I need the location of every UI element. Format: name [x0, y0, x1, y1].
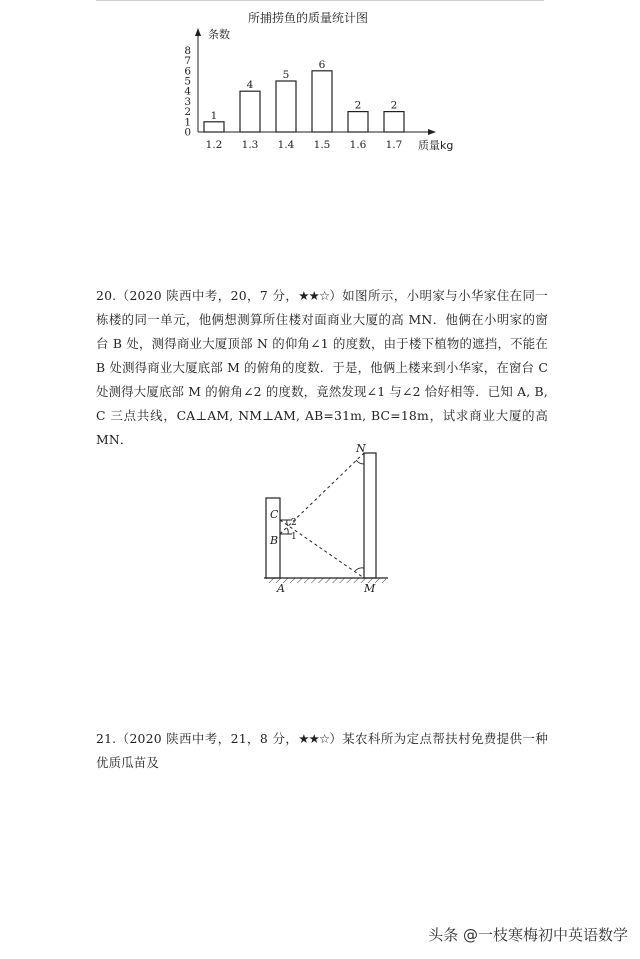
x-tick-label: 1.2: [205, 139, 223, 151]
bar: [348, 112, 368, 132]
bar-value-label: 1: [210, 109, 218, 122]
label-a: A: [277, 582, 285, 595]
y-tick-label: 0: [184, 126, 191, 139]
bar-value-label: 5: [282, 69, 290, 81]
label-c: C: [270, 508, 279, 521]
bar-value-label: 2: [354, 99, 362, 112]
question-20-number: 20.: [96, 288, 117, 303]
sight-line-c-to-m: [280, 520, 364, 578]
geometry-figure: [256, 440, 396, 604]
bar: [204, 122, 224, 132]
x-tick-label: 1.3: [241, 139, 259, 151]
bar-value-label: 6: [318, 58, 326, 71]
top-rule: [96, 0, 544, 1]
bar: [276, 81, 296, 132]
question-20-close: ）: [329, 288, 343, 303]
chart-title: 所捕捞鱼的质量统计图: [247, 11, 369, 25]
bar: [384, 112, 404, 132]
watermark: 头条 @一枝寒梅初中英语数学: [428, 926, 628, 944]
question-21-text: 某农科所为定点帮扶村免费提供一种优质瓜苗及: [96, 731, 549, 770]
angle-1-arc: [287, 528, 288, 534]
y-axis-arrow: [195, 28, 201, 36]
difficulty-stars: ★★☆: [298, 288, 330, 303]
question-20-source: （2020 陕西中考，20，7 分，: [116, 288, 299, 303]
x-axis-label: 质量kg: [418, 139, 454, 152]
label-n: N: [356, 442, 366, 455]
question-21-number: 21.: [96, 731, 117, 746]
commercial-building: [364, 453, 376, 578]
y-tick-label: 5: [184, 75, 191, 88]
y-tick-label: 1: [184, 116, 191, 129]
angle-at-n-arc: [356, 460, 364, 464]
label-angle-2: 2: [291, 518, 297, 528]
y-tick-label: 8: [184, 44, 191, 57]
y-tick-label: 3: [184, 95, 191, 108]
label-b: B: [270, 534, 279, 547]
y-tick-label: 2: [184, 106, 191, 119]
question-20-text: 如图所示，小明家与小华家住在同一栋楼的同一单元，他俩想测算所住楼对面商业大厦的高 MN．他俩在小明家的窗台 B 处，测得商业大厦顶部 N 的仰角∠1 的度数，由于楼下植物的遮挡，不能在 B 处测得商业大厦底部 M 的俯角的度数．于是，他俩上楼来到小华家，在窗台 C 处测得大厦底部 M 的俯角∠2 的度数，竟然发现∠1 与∠2 恰好相等．已知 A, B, C 三点共线，CA⊥AM, NM⊥AM, AB=31m, BC=18m，试求商业大厦的高 MN．: [96, 288, 549, 447]
x-tick-label: 1.4: [277, 139, 295, 151]
y-tick-label: 7: [184, 55, 191, 68]
angle-at-m-arc: [355, 568, 364, 571]
label-angle-1: 1: [291, 532, 297, 542]
label-m: M: [364, 582, 376, 595]
x-tick-label: 1.6: [349, 139, 367, 151]
x-tick-label: 1.5: [313, 139, 331, 151]
y-axis-label: 条数: [208, 28, 230, 41]
chart-svg: [170, 6, 470, 156]
bar: [240, 91, 260, 132]
question-21-close: ）: [329, 731, 343, 746]
question-20: [96, 284, 548, 452]
question-21-source: （2020 陕西中考，21，8 分，: [116, 731, 299, 746]
y-tick-label: 4: [184, 85, 191, 98]
bar: [312, 71, 332, 132]
bar-value-label: 2: [390, 99, 398, 112]
x-axis-arrow: [428, 129, 436, 135]
bar-value-label: 4: [246, 79, 254, 92]
geometry-svg: [256, 440, 396, 600]
fish-weight-bar-chart: [170, 6, 470, 160]
y-tick-label: 6: [184, 65, 191, 78]
difficulty-stars: ★★☆: [298, 731, 330, 746]
x-tick-label: 1.7: [385, 139, 403, 151]
question-21: [96, 727, 548, 775]
